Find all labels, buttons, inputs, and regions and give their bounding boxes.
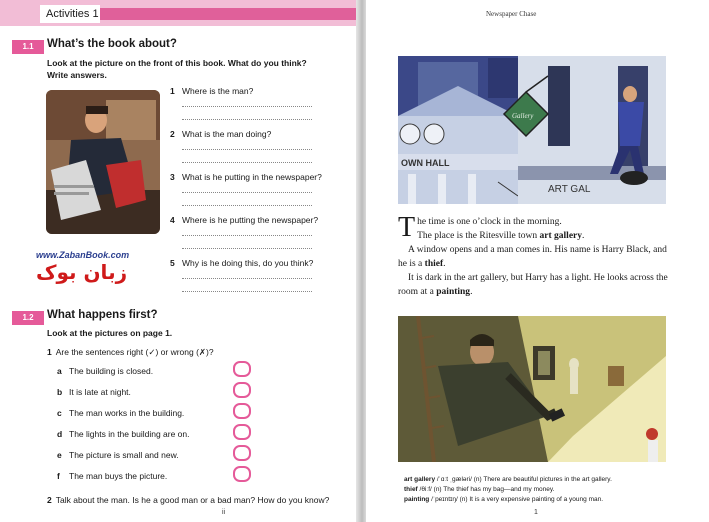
answer-box-d[interactable]: [233, 424, 251, 440]
answer-line[interactable]: [182, 119, 312, 120]
illustration-town-hall: [398, 56, 666, 204]
logo-persian-text: زبان بوک: [36, 260, 128, 284]
answer-line[interactable]: [182, 291, 312, 292]
question-1-2-2: 2 Talk about the man. Is he a good man or a bad man? How do you know?: [47, 495, 330, 505]
glossary-item-painting: painting /ˈpeɪntɪŋ/ (n) It is a very expensive painting of a young man.: [404, 496, 604, 503]
story-text: [398, 212, 678, 299]
answer-box-e[interactable]: [233, 445, 251, 461]
section-tag-1-1: 1.1: [12, 40, 44, 54]
running-head: Newspaper Chase: [486, 10, 537, 18]
zabanbook-logo: [36, 250, 144, 290]
gallery-sign-label: Gallery: [512, 112, 534, 120]
art-gallery-building-label: ART GAL: [548, 184, 591, 195]
sentence-a: a The building is closed.: [57, 366, 154, 376]
sentence-e: e The picture is small and new.: [57, 450, 179, 460]
question-4: 4 Where is he putting the newspaper?: [170, 215, 319, 225]
illustration-thief-flashlight: [398, 316, 666, 462]
question-5: 5 Why is he doing this, do you think?: [170, 258, 314, 268]
section-instruction-1-1: Look at the picture on the front of this book. What do you think? Write answers.: [47, 58, 307, 80]
answer-line[interactable]: [182, 192, 312, 193]
answer-box-c[interactable]: [233, 403, 251, 419]
sentence-b: b It is late at night.: [57, 387, 131, 397]
logo-url-text: www.ZabanBook.com: [36, 250, 130, 260]
question-3: 3 What is he putting in the newspaper?: [170, 172, 322, 182]
answer-line[interactable]: [182, 205, 312, 206]
question-1-2-1: 1 Are the sentences right (✓) or wrong (✗)?: [47, 347, 214, 357]
glossary-item-thief: thief /θiːf/ (n) The thief has my bag—and my money.: [404, 486, 555, 493]
drop-cap: T: [398, 212, 416, 243]
answer-box-b[interactable]: [233, 382, 251, 398]
answer-line[interactable]: [182, 106, 312, 107]
section-instruction-1-2: Look at the pictures on page 1.: [47, 328, 173, 338]
activities-label: Activities 1: [40, 5, 100, 23]
glossary-item-art-gallery: art gallery /ˈɑːt ˌɡæləri/ (n) There are beautiful pictures in the art gallery.: [404, 476, 612, 483]
book-cover-picture: [46, 90, 160, 234]
answer-box-f[interactable]: [233, 466, 251, 482]
story-para-1: The time is one o’clock in the morning. The place is the Ritesville town art gallery.: [398, 212, 585, 243]
page-number-left: ii: [222, 509, 226, 516]
story-para-3: It is dark in the art gallery, but Harry has a light. He looks across the room at a painting.: [398, 273, 668, 297]
header-pink-bar: [100, 8, 358, 20]
answer-box-a[interactable]: [233, 361, 251, 377]
answer-line[interactable]: [182, 162, 312, 163]
section-title-1-1: What’s the book about?: [47, 38, 177, 50]
section-title-1-2: What happens first?: [47, 309, 158, 321]
sentence-f: f The man buys the picture.: [57, 471, 168, 481]
sentence-c: c The man works in the building.: [57, 408, 185, 418]
page-number-right: 1: [534, 509, 538, 516]
section-tag-1-2: 1.2: [12, 311, 44, 325]
sentence-d: d The lights in the building are on.: [57, 429, 190, 439]
answer-line[interactable]: [182, 278, 312, 279]
question-1: 1 Where is the man?: [170, 86, 254, 96]
answer-line[interactable]: [182, 149, 312, 150]
story-para-2: A window opens and a man comes in. His name is Harry Black, and he is a thief.: [398, 245, 667, 269]
town-hall-label: OWN HALL: [401, 158, 450, 168]
answer-line[interactable]: [182, 248, 312, 249]
right-page: [366, 0, 709, 522]
activities-header: [0, 0, 358, 26]
question-2: 2 What is the man doing?: [170, 129, 272, 139]
answer-line[interactable]: [182, 235, 312, 236]
